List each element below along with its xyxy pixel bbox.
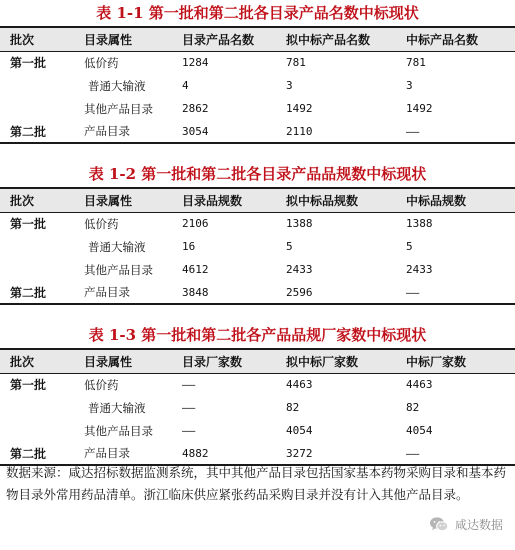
table-row [0,258,515,281]
category-cell: 低价药 [84,55,119,70]
table-row [0,212,515,235]
table-row [0,120,515,143]
value-cell: 82 [406,401,420,414]
category-cell: 产品目录 [84,124,130,138]
category-cell: 低价药 [84,377,119,392]
table-title: 表 1-2 第一批和第二批各目录产品品规数中标现状 [88,165,427,183]
category-cell: 其他产品目录 [84,101,153,116]
column-header: 目录属性 [84,32,133,47]
batch-cell: 第一批 [10,217,47,232]
batch-cell [0,97,74,120]
column-header: 拟中标产品名数 [286,32,371,47]
watermark [429,516,503,533]
category-cell: 其他产品目录 [84,262,153,277]
value-cell: 1388 [286,217,313,231]
table-header-row [0,27,515,51]
value-cell: 1492 [406,102,433,115]
value-cell: 3848 [182,285,209,299]
table-row [0,51,515,74]
batch-cell [0,419,74,442]
table-title: 表 1-3 第一批和第二批各产品品规厂家数中标现状 [88,326,427,344]
category-cell: 产品目录 [84,285,130,299]
table-block-3 [0,322,515,466]
value-cell: 5 [286,240,293,253]
data-table [0,26,515,144]
table-header-row [0,349,515,373]
column-header: 目录属性 [84,354,133,369]
batch-cell: 第二批 [10,124,47,139]
value-cell: 2106 [182,217,209,231]
value-cell: 1284 [182,56,209,70]
table-row [0,97,515,120]
value-cell: 781 [286,56,306,70]
column-header: 中标产品名数 [406,32,479,47]
value-cell: 1492 [286,102,313,115]
table-row [0,373,515,396]
table-block-2 [0,161,515,305]
value-cell: 4463 [406,378,433,392]
category-cell: 普通大输液 [88,400,146,415]
table-row [0,396,515,419]
value-cell: 3 [406,79,413,92]
category-cell: 普通大输液 [88,239,146,254]
value-cell: —— [406,285,420,299]
data-table [0,187,515,305]
column-header: 批次 [10,354,35,369]
value-cell: —— [182,401,196,414]
table-row [0,235,515,258]
category-cell: 产品目录 [84,446,130,460]
value-cell: 781 [406,56,426,70]
batch-cell: 第一批 [10,378,47,393]
wechat-icon [429,516,449,533]
source-note: 数据来源：咸达招标数据监测系统，其中其他产品目录包括国家基本药物采购目录和基本药物目录外常用药品清单。浙江临床供应紧张药品采购目录并没有计入其他产品目录。 [6,465,507,502]
value-cell: 4 [182,79,189,92]
column-header: 中标厂家数 [406,354,467,369]
batch-cell [0,396,74,419]
value-cell: 4054 [286,424,313,437]
value-cell: 2433 [286,263,313,276]
table-title: 表 1-1 第一批和第二批各目录产品名数中标现状 [96,4,419,22]
value-cell: —— [406,446,420,460]
category-cell: 普通大输液 [88,78,146,93]
value-cell: 4612 [182,263,209,276]
table-row [0,281,515,304]
value-cell: 2110 [286,124,313,138]
value-cell: 4882 [182,446,209,460]
value-cell: 5 [406,240,413,253]
batch-cell: 第一批 [10,56,47,71]
data-table [0,348,515,466]
value-cell: —— [182,424,196,437]
value-cell: 2596 [286,285,313,299]
column-header: 中标品规数 [406,193,467,208]
table-block-1 [0,0,515,144]
value-cell: 2862 [182,102,209,115]
category-cell: 低价药 [84,216,119,231]
value-cell: —— [182,378,196,392]
column-header: 拟中标品规数 [286,193,359,208]
value-cell: 3272 [286,446,313,460]
column-header: 批次 [10,193,35,208]
value-cell: 3054 [182,124,209,138]
batch-cell [0,258,74,281]
column-header: 目录厂家数 [182,354,243,369]
batch-cell [0,235,74,258]
column-header: 目录品规数 [182,193,243,208]
batch-cell: 第二批 [10,285,47,300]
value-cell: 82 [286,401,300,414]
value-cell: 1388 [406,217,433,231]
batch-cell [0,74,74,97]
table-row [0,419,515,442]
value-cell: 16 [182,240,196,253]
value-cell: 4054 [406,424,433,437]
column-header: 目录属性 [84,193,133,208]
column-header: 目录产品名数 [182,32,255,47]
value-cell: 2433 [406,263,433,276]
column-header: 批次 [10,32,35,47]
value-cell: 3 [286,79,293,92]
value-cell: —— [406,124,420,138]
table-header-row [0,188,515,212]
watermark-text: 咸达数据 [454,518,503,532]
column-header: 拟中标厂家数 [286,354,359,369]
table-row [0,74,515,97]
value-cell: 4463 [286,378,313,392]
batch-cell: 第二批 [10,446,47,461]
category-cell: 其他产品目录 [84,423,153,438]
